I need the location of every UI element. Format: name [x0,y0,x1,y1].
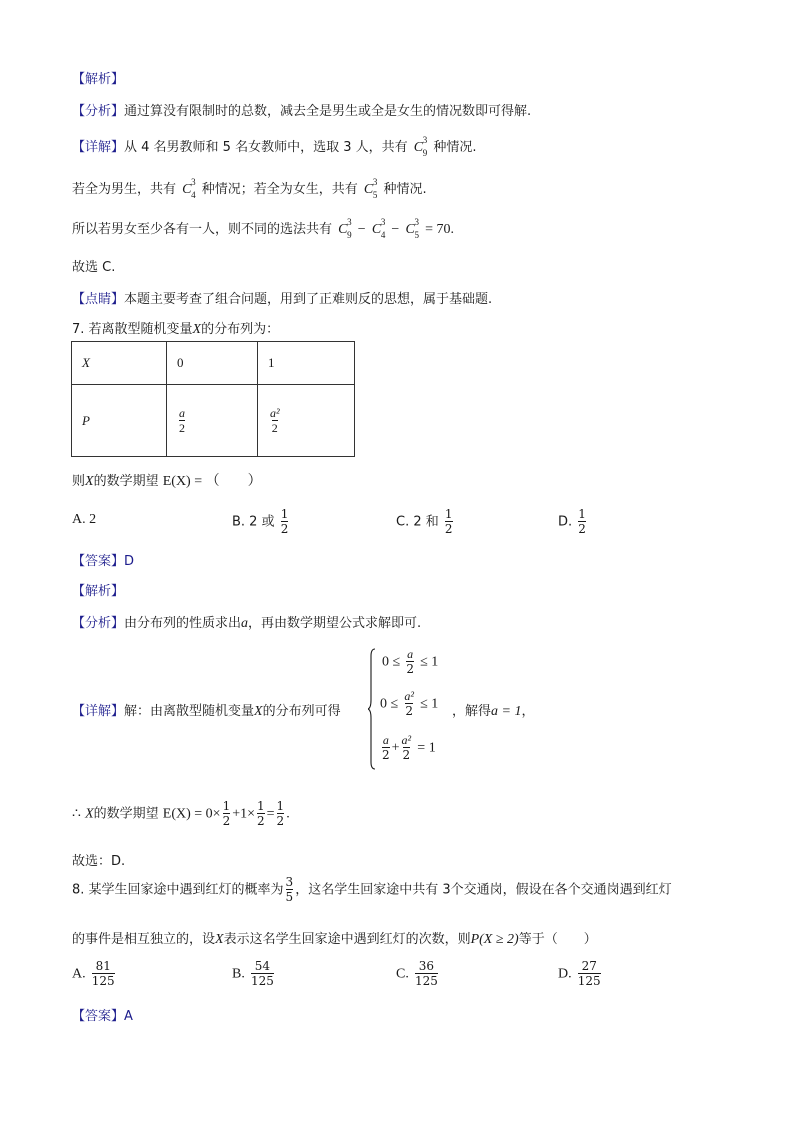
fraction-one-half: $\frac{1}{2}$ [280,507,289,536]
q7-question-expr: E(X) = （ ） [162,474,262,489]
left-brace [368,648,376,770]
q7-option-c [396,508,455,536]
line2-c: 种情况. [383,182,427,197]
q8-stem-a: 8. 某学生回家途中遇到红灯的概率为 [72,882,284,898]
combination-c43: C 3 4 [182,177,196,200]
table-row [72,385,355,457]
q7-stem-var: X [192,322,202,337]
therefore-symbol: ∴ [72,806,81,822]
system-line-2 [380,690,438,718]
option-c-label: C. 2 和 [396,514,439,530]
q8-stem-line2 [72,928,597,948]
solve-tail: ， [521,704,535,719]
fenxi-text: 通过算没有限制时的总数，减去全是男生或全是女生的情况数即可得解. [124,104,532,119]
q6-line2 [72,178,427,198]
combination-c93: C 3 9 [413,135,428,158]
q7-solve [452,700,534,720]
distribution-table [71,341,355,457]
q7-option-b [232,508,290,536]
xiangjie-tag: 【详解】 [72,140,125,155]
q8-option-b [232,960,276,988]
expect-expr-a: E(X) = 0× [162,806,221,822]
option-label: B. [232,966,245,982]
q8-option-a [72,960,117,988]
q6-dianjing [72,288,492,307]
xiangjie-tail: 种情况. [433,140,477,155]
fraction-a2-over-2: $\frac{\text{a²}}{2}$ [401,733,412,762]
q7-option-a: A. 2 [72,512,97,527]
fraction-three-fifths: $\frac{3}{5}$ [285,875,294,904]
q7-option-d [558,508,588,536]
sys1-left: 0 ≤ [382,654,401,670]
option-label: C. [396,966,409,982]
table-row [72,342,355,385]
q7-expectation [72,800,290,828]
system-line-3: $\frac{a}{2}$ + $\frac{\text{a²}}{2}$ = 1 [382,733,436,762]
jiexi-tag-q7: 【解析】 [72,584,125,599]
q6-xiangjie [72,136,477,156]
option-label: D. [558,966,572,982]
fraction-a2-over-2: $\frac{\text{a²}}{2}$ [270,405,280,435]
q7-question-var: X [85,474,94,489]
fraction-one-half: $\frac{1}{2}$ [276,799,285,828]
q7-question-a: 则 [72,474,86,489]
table-cell: 0 [167,342,258,385]
fraction-one-half: $\frac{1}{2}$ [444,507,453,536]
xiangjie-tag: 【详解】 [72,704,125,719]
table-cell [258,385,355,457]
fenxi-tag: 【分析】 [72,104,125,119]
q8-option-c [396,960,440,988]
q7-stem-b: 的分布列为： [201,322,280,337]
fraction-a-over-2: $\frac{a}{2}$ [179,405,185,435]
xiangjie-var: X [254,704,263,719]
table-cell: X [72,342,167,385]
table-cell: P [72,385,167,457]
sys2-left: 0 ≤ [380,696,399,712]
option-fraction: $\frac{81}{125}$ [91,959,115,988]
table-cell: 1 [258,342,355,385]
expect-expr-c: = [266,806,275,822]
q6-line3: 所以若男女至少各有一人，则不同的选法共有 C 3 9 − C 3 4 − C 3 5 = 70. [72,217,454,240]
combination-c93-b: C 3 9 [338,217,352,240]
q8-stem-e: 等于（ ） [518,932,597,947]
system-line-1 [382,648,438,676]
fraction-a2-over-2: $\frac{\text{a²}}{2}$ [404,689,414,718]
xiangjie-text-b: 的分布列可得 [262,704,341,719]
expect-text: 的数学期望 [93,806,159,822]
line2-b: 种情况；若全为女生，共有 [201,182,358,197]
sys3-right: = 1 [417,740,436,756]
q8-stem-b: ，这名学生回家途中共有 3个交通岗，假设在各个交通岗遇到红灯 [295,882,672,898]
dianjing-text: 本题主要考查了组合问题，用到了正难则反的思想，属于基础题. [124,292,493,307]
solve-text: ，解得 [452,704,492,719]
fraction-a-over-2: $\frac{a}{2}$ [406,647,414,676]
table-cell [167,385,258,457]
fenxi-text-a: 由分布列的性质求出 [124,616,242,631]
q8-stem-d: 表示这名学生回家途中遇到红灯的次数，则 [223,932,471,947]
combination-c43-b: C 3 4 [371,217,386,240]
q8-answer: 【答案】A [72,1009,133,1024]
line3-a: 所以若男女至少各有一人，则不同的选法共有 [72,222,333,237]
line2-a: 若全为男生，共有 [72,182,177,197]
xiangjie-text-a: 解：由离散型随机变量 [124,704,255,719]
fenxi-tag: 【分析】 [72,616,125,631]
q7-xiangjie [72,700,341,720]
option-fraction: $\frac{36}{125}$ [414,959,438,988]
jiexi-tag-q6: 【解析】 [72,72,125,87]
fraction-one-half: $\frac{1}{2}$ [578,507,586,536]
q7-question-b: 的数学期望 [93,474,159,489]
option-fraction: $\frac{27}{125}$ [577,959,601,988]
q7-question [72,470,262,490]
fraction-one-half: $\frac{1}{2}$ [257,799,265,828]
fraction-one-half: $\frac{1}{2}$ [222,799,231,828]
fenxi-var: a [241,616,249,631]
solve-expr: a = 1 [491,704,522,719]
q6-fenxi [72,100,531,119]
fraction-a-over-2: $\frac{a}{2}$ [382,733,390,762]
sys1-right: ≤ 1 [420,654,439,670]
option-label: A. [72,966,86,982]
combination-c53: C 3 5 [363,177,378,200]
q7-stem-a: 7. 若离散型随机变量 [72,322,193,337]
dianjing-tag: 【点睛】 [72,292,125,307]
q7-conclusion: 故选：D. [72,854,126,869]
q8-stem-var: X [215,932,224,947]
q8-stem-line1 [72,876,672,904]
q8-option-d [558,960,603,988]
q8-stem-c: 的事件是相互独立的，设 [72,932,216,947]
option-d-label: D. [558,514,573,530]
q6-conclusion: 故选 C. [72,260,116,275]
expect-tail: . [286,806,290,822]
sys2-right: ≤ 1 [420,696,439,712]
expect-expr-b: +1× [232,806,255,822]
xiangjie-text: 从 4 名男教师和 5 名女教师中，选取 3 人，共有 [124,140,408,155]
q7-answer: 【答案】D [72,554,135,569]
combination-c53-b: C 3 5 [405,217,419,240]
fenxi-text-b: ，再由数学期望公式求解即可. [248,616,422,631]
line3-result: = 70. [425,222,454,237]
q7-stem [72,318,279,338]
option-fraction: $\frac{54}{125}$ [250,959,274,988]
q8-stem-expr: P(X ≥ 2) [470,932,519,947]
expect-var: X [85,806,94,822]
option-b-label: B. 2 或 [232,514,275,530]
q7-fenxi [72,612,421,632]
